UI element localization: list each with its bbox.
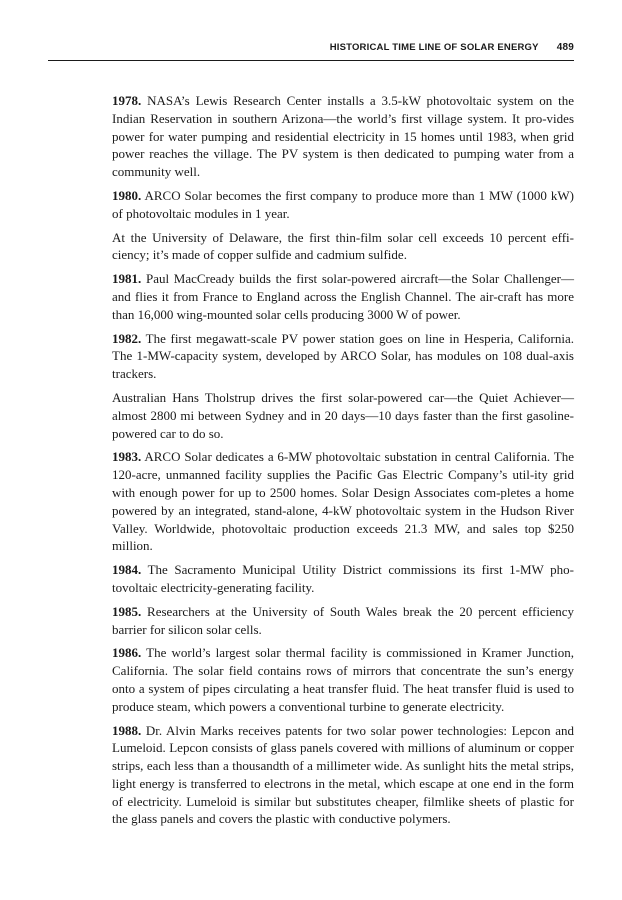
- entry-year: 1980.: [112, 187, 142, 203]
- entry-text: Paul MacCready builds the first solar-powered aircraft—the Solar Challenger—and flies it from France to England across the English Channel. The air-craft has more than 16,000 wing-mounted solar cells producing 3000 W of power.: [112, 271, 574, 322]
- entry-year: 1984.: [112, 562, 142, 578]
- entry-text: Dr. Alvin Marks receives patents for two solar power technologies: Lepcon and Lumeloid. Lepcon consists of glass panels covered with millions of aluminum or copper strips, each less than a thousandth of a millimeter wide. As sunlight hits the metal strips, light energy is transferred to electrons in the metal, which escape at one end in the form of electricity. Lumeloid is similar but substitutes cheaper, filmlike sheets of plastic for the glass panels and covers the plastic with conductive polymers.: [112, 722, 574, 827]
- timeline-entry-1984: [112, 561, 574, 597]
- timeline-entry-1981: [112, 270, 574, 323]
- timeline-entry-1988: [112, 722, 574, 829]
- timeline-entry-1983: [112, 448, 574, 555]
- timeline-entry-1978: [112, 92, 574, 181]
- entry-year: 1985.: [112, 603, 142, 619]
- entry-text: ARCO Solar becomes the first company to produce more than 1 MW (1000 kW) of photovoltaic modules in 1 year.: [112, 187, 574, 221]
- entry-text: Researchers at the University of South Wales break the 20 percent efficiency barrier for silicon solar cells.: [112, 603, 574, 637]
- entry-year: 1978.: [112, 93, 142, 108]
- timeline-entry-1980: [112, 187, 574, 223]
- timeline-entry-1982-tholstrup: [112, 389, 574, 442]
- entry-year: 1982.: [112, 330, 142, 346]
- running-header: [48, 38, 574, 61]
- entry-text: NASA’s Lewis Research Center installs a 3.5-kW photovoltaic system on the Indian Reservation in southern Arizona—the world’s first village system. It pro-vides power for water pumping and residential electricity in 15 homes until 1983, when grid power reaches the village. The PV system is then dedicated to pumping water from a community well.: [112, 93, 574, 180]
- entry-text: The first megawatt-scale PV power station goes on line in Hesperia, California. The 1-MW-capacity system, developed by ARCO Solar, has modules on 108 dual-axis trackers.: [112, 330, 574, 382]
- entry-year: 1983.: [112, 449, 142, 465]
- entry-text: Australian Hans Tholstrup drives the first solar-powered car—the Quiet Achiever—almost 2800 mi between Sydney and in 20 days—10 days faster than the first gasoline-powered car to do so.: [112, 389, 574, 441]
- timeline-entry-1982: [112, 330, 574, 383]
- timeline-entry-1980-delaware: [112, 229, 574, 265]
- entry-year: 1981.: [112, 271, 142, 287]
- page-number: 489: [556, 42, 574, 53]
- entry-year: 1986.: [112, 645, 142, 661]
- entry-year: 1988.: [112, 722, 142, 738]
- entry-text: At the University of Delaware, the first thin-film solar cell exceeds 10 percent effi-ciency; it’s made of copper sulfide and cadmium sulfide.: [112, 229, 574, 263]
- header-title: HISTORICAL TIME LINE OF SOLAR ENERGY: [329, 42, 539, 53]
- entry-text: The world’s largest solar thermal facility is commissioned in Kramer Junction, California. The solar field contains rows of mirrors that concentrate the sun’s energy onto a system of pipes circulating a heat transfer fluid. The heat transfer fluid is used to produce steam, which powers a conventional turbine to generate electricity.: [112, 645, 574, 714]
- entry-text: The Sacramento Municipal Utility District commissions its first 1-MW pho-tovoltaic electricity-generating facility.: [112, 562, 574, 595]
- timeline-entry-1985: [112, 603, 574, 639]
- entry-text: ARCO Solar dedicates a 6-MW photovoltaic substation in central California. The 120-acre, unmanned facility supplies the Pacific Gas Electric Company’s util-ity grid with enough power for up to 2500 homes. Solar Design Associates com-pletes a home powered by an integrated, stand-alone, 4-kW photovoltaic system in the Hudson River Valley. Worldwide, photovoltaic production exceeds 21.3 MW, and sales top $250 million.: [112, 449, 574, 554]
- timeline-entry-1986: [112, 644, 574, 715]
- timeline-body: [112, 92, 574, 834]
